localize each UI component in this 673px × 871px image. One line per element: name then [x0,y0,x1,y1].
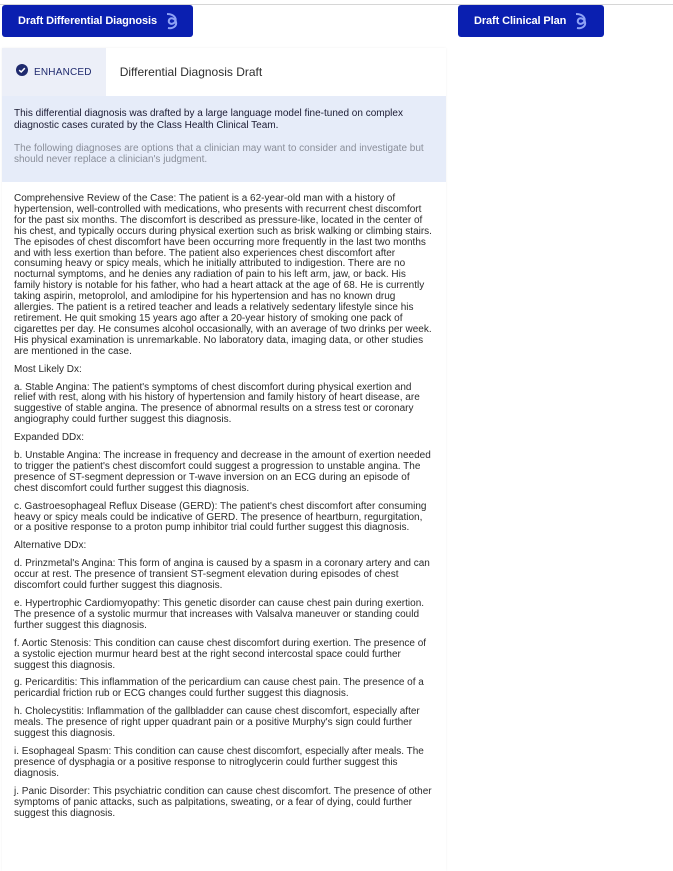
diagnosis-item: e. Hypertrophic Cardiomyopathy: This genetic disorder can cause chest pain during exertion. The presence of a systolic murmur that increases with Valsalva maneuver or standing could further suggest this diagnosis. [14,598,425,631]
disclaimer-main: This differential diagnosis was drafted by a large language model fine-tuned on complex diagnostic cases curated by the Class Health Clinical Team. [14,108,403,131]
sparkle-swirl-icon [163,11,181,31]
diagnosis-item: b. Unstable Angina: The increase in frequency and decrease in the amount of exertion needed to trigger the patient's chest discomfort could suggest a progression to unstable angina. The presence of ST-segment depression or T-wave inversion on an ECG during an episode of chest discomfort could further suggest this diagnosis. [14,450,431,494]
differential-diagnosis-card [2,48,446,871]
case-review: Comprehensive Review of the Case: The patient is a 62-year-old man with a history of hypertension, well-controlled with medications, who presents with recurrent chest discomfort for the past six months. The discomfort is described as pressure-like, located in the center of his chest, and typically occurs during physical exertion such as brisk walking or climbing stairs. The episodes of chest discomfort have been occurring more frequently in the last two months and with less exertion than before. The patient also experiences chest discomfort after consuming heavy or spicy meals, which he initially attributed to indigestion. There are no nocturnal symptoms, and he denies any radiation of pain to his left arm, jaw, or back. His family history is notable for his father, who had a heart attack at the age of 68. He is currently taking aspirin, metoprolol, and amlodipine for his hypertension and has no known drug allergies. The patient is a retired teacher and leads a relatively sedentary lifestyle since his retirement. He quit smoking 15 years ago after a 20-year history of smoking one pack of cigarettes per day. He consumes alcohol occasionally, with an average of two drinks per week. His physical examination is unremarkable. No laboratory data, imaging data, or other studies are mentioned in the case. [14,193,432,357]
disclaimer-panel [2,96,446,182]
disclaimer-sub: The following diagnoses are options that a clinician may want to consider and investigate but should never replace a clinician's judgment. [14,143,424,165]
draft-differential-diagnosis-button[interactable] [2,5,193,37]
card-title: Differential Diagnosis Draft [119,65,263,79]
diagnosis-item: f. Aortic Stenosis: This condition can cause chest discomfort during exertion. The presence of a systolic ejection murmur heard best at the right second intercostal space could further suggest this diagnosis. [14,637,427,671]
draft-plan-label: Draft Clinical Plan [474,15,567,27]
diagnosis-item: j. Panic Disorder: This psychiatric condition can cause chest discomfort. The presence of other symptoms of panic attacks, such as palpitations, sweating, or a fear of dying, could further suggest this diagnosis. [14,785,432,819]
sparkle-swirl-icon [572,11,590,31]
diagnosis-item: d. Prinzmetal's Angina: This form of angina is caused by a spasm in a coronary artery and can occur at rest. The presence of transient ST-segment elevation during episodes of chest discomfort could further suggest this diagnosis. [14,558,430,592]
check-circle-icon [16,63,28,81]
diagnosis-item: c. Gastroesophageal Reflux Disease (GERD): The patient's chest discomfort after consuming heavy or spicy meals could be indicative of GERD. The presence of heartburn, regurgitation, or a positive response to a proton pump inhibitor trial could further suggest this diagnosis. [14,500,427,534]
card-header [2,48,446,96]
draft-clinical-plan-button[interactable] [458,5,604,37]
diagnosis-content [2,182,446,819]
diagnosis-item: i. Esophageal Spasm: This condition can cause chest discomfort, especially after meals. The presence of dysphagia or a positive response to nitroglycerin could further suggest this diagnosis. [14,745,424,779]
expanded-label: Expanded DDx: [14,432,85,444]
diagnosis-item: a. Stable Angina: The patient's symptoms of chest discomfort during physical exertion and relief with rest, along with his history of hypertension and family history of heart disease, are suggestive of stable angina. The presence of abnormal results on a stress test or coronary angiography could further suggest this diagnosis. [14,381,420,426]
badge-label: ENHANCED [34,66,92,78]
alternative-label: Alternative DDx: [14,540,87,552]
most-likely-label: Most Likely Dx: [14,363,82,375]
enhanced-badge [2,48,106,96]
draft-dx-label: Draft Differential Diagnosis [18,15,158,27]
diagnosis-item: h. Cholecystitis: Inflammation of the gallbladder can cause chest discomfort, especially after meals. The presence of right upper quadrant pain or a positive Murphy's sign could further suggest this diagnosis. [14,706,420,740]
diagnosis-item: g. Pericarditis: This inflammation of the pericardium can cause chest pain. The presence of a pericardial friction rub or ECG changes could further suggest this diagnosis. [14,677,424,700]
